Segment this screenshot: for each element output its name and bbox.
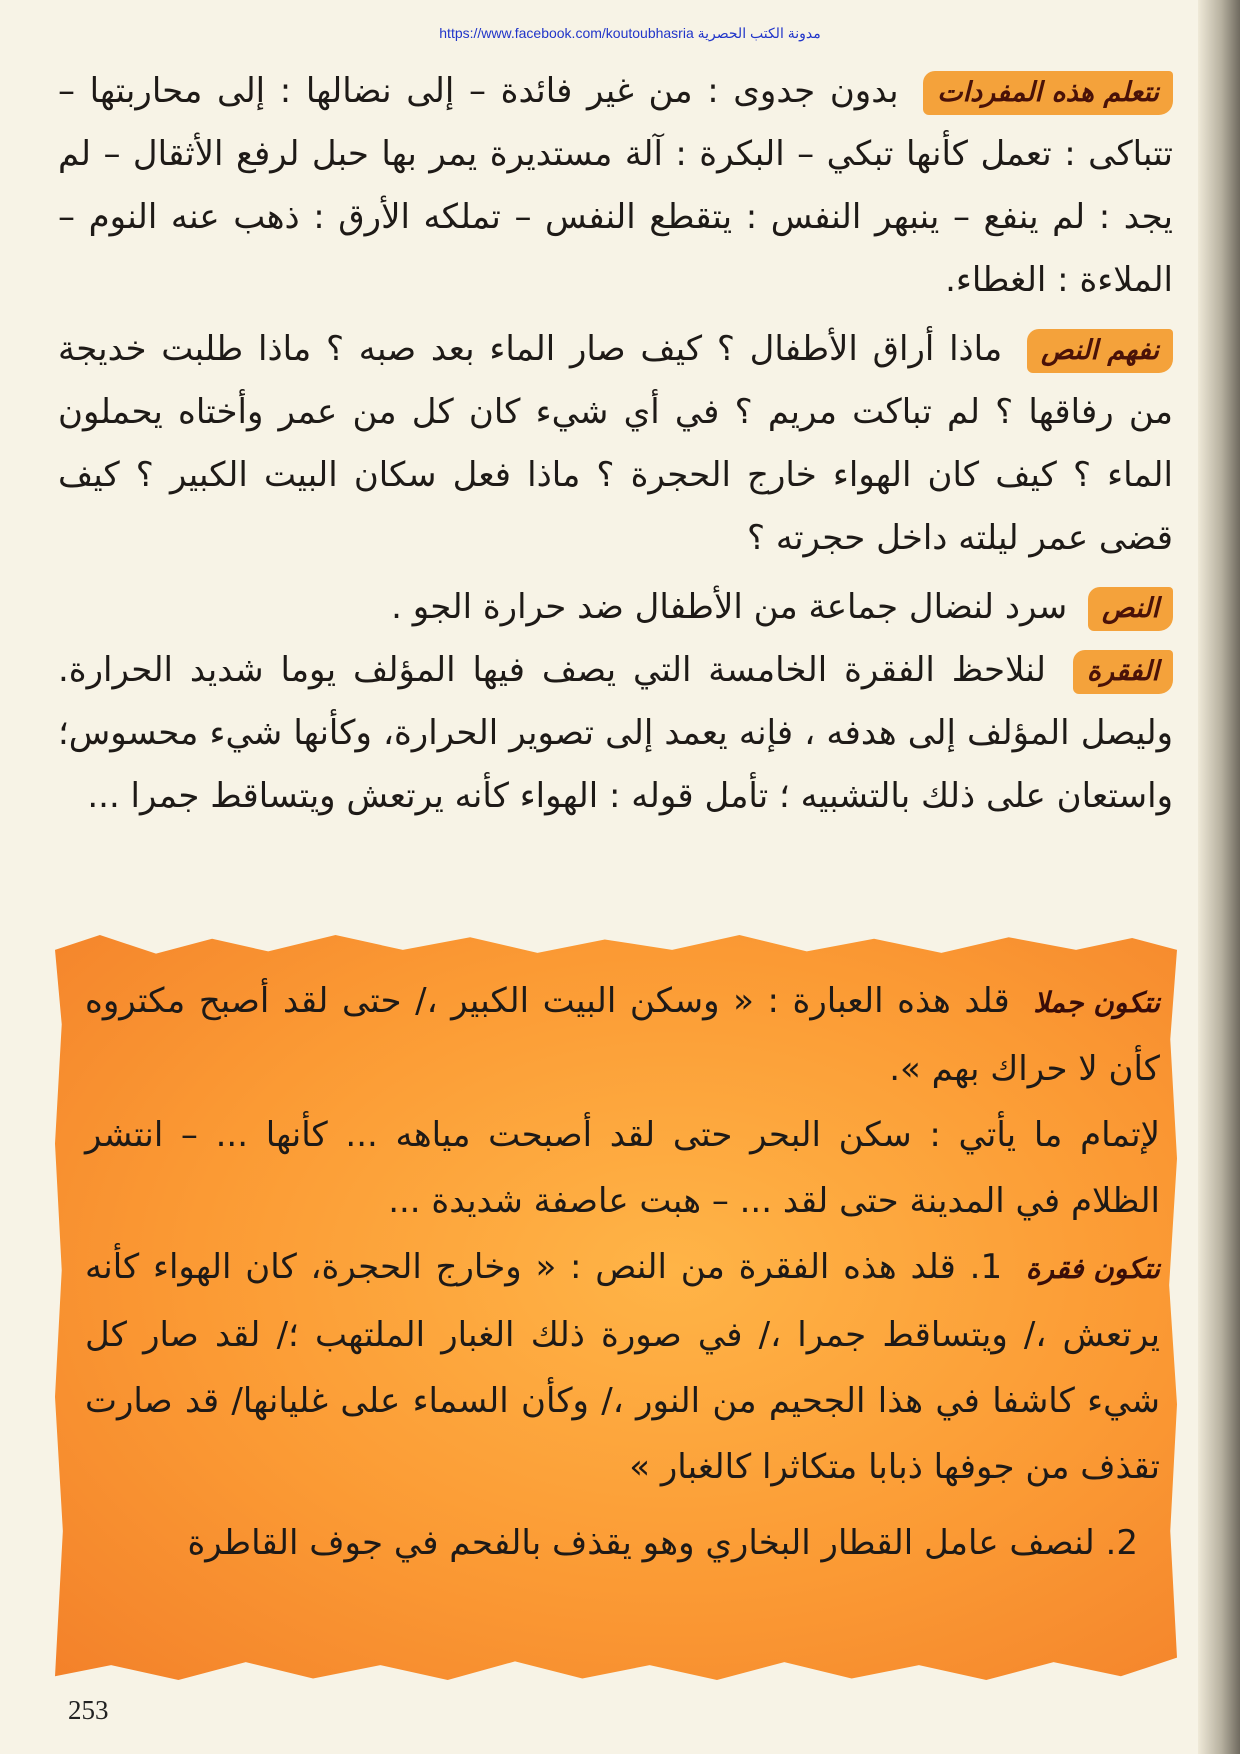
paragraph-exercise (85, 1234, 1160, 1500)
vocab-label: نتعلم هذه المفردات (923, 71, 1173, 115)
paragraph-exercise-label: نتكون فقرة (1025, 1252, 1160, 1285)
comprehension-text: ماذا أراق الأطفال ؟ كيف صار الماء بعد صبه ؟ ماذا طلبت خديجة من رفاقها ؟ لم تباكت مريم ؟ في أي شيء كان كل من عمر وأختاه يحملون الماء ؟ كيف كان الهواء خارج الحجرة ؟ ماذا فعل سكان البيت الكبير ؟ كيف قضى عمر ليلته داخل حجرته ؟ (58, 329, 1173, 558)
exercise-item-2: 2. لنصف عامل القطار البخاري وهو يقذف بالفحم في جوف القاطرة (187, 1523, 1138, 1563)
sentences-exercise (85, 968, 1160, 1102)
comprehension-paragraph (58, 318, 1173, 570)
vocab-paragraph (58, 60, 1173, 312)
paragraph-label: الفقرة (1073, 650, 1173, 694)
page-edge-shadow (1198, 0, 1240, 1754)
exercise-content (85, 968, 1160, 1576)
text-label: النص (1088, 587, 1173, 631)
page-number: 253 (68, 1695, 109, 1725)
paragraph-exercise-text: 1. قلد هذه الفقرة من النص : « وخارج الحجرة، كان الهواء كأنه يرتعش ،/ ويتساقط جمرا ،/ في صورة ذلك الغبار الملتهب ؛/ لقد صار كل شيء كاشفا في هذا الجحيم من النور ،/ وكأن السماء على غليانها/ قد صارت تقذف من جوفها ذبابا متكاثرا كالغبار » (85, 1247, 1160, 1487)
paragraph-analysis-text: لنلاحظ الفقرة الخامسة التي يصف فيها المؤلف يوما شديد الحرارة. وليصل المؤلف إلى هدفه ، فإنه يعمد إلى تصوير الحرارة، وكأنها شيء محسوس؛ واستعان على ذلك بالتشبيه ؛ تأمل قوله : الهواء كأنه يرتعش ويتساقط جمرا ... (58, 650, 1173, 816)
header-url: https://www.facebook.com/koutoubhasria مدونة الكتب الحصرية (439, 25, 821, 41)
sentences-label: نتكون جملا (1033, 986, 1160, 1019)
paragraph-analysis (58, 639, 1173, 828)
comprehension-label: نفهم النص (1027, 329, 1173, 373)
sentences-text: قلد هذه العبارة : « وسكن البيت الكبير ،/ حتى لقد أصبح مكتروه كأن لا حراك بهم ». (85, 981, 1160, 1089)
top-section (58, 60, 1173, 828)
text-summary: سرد لنضال جماعة من الأطفال ضد حرارة الجو . (391, 587, 1068, 627)
vocab-text: بدون جدوى : من غير فائدة – إلى نضالها : إلى محاربتها – تتباكى : تعمل كأنها تبكي – البكرة : آلة مستديرة يمر بها حبل لرفع الأثقال – لم يجد : لم ينفع – ينبهر النفس : يتقطع النفس – تملكه الأرق : ذهب عنه النوم – الملاءة : الغطاء. (58, 71, 1173, 300)
complete-exercise: لإتمام ما يأتي : سكن البحر حتى لقد أصبحت مياهه ... كأنها ... – انتشر الظلام في المدينة حتى لقد ... – هبت عاصفة شديدة ... (85, 1115, 1160, 1221)
text-paragraph (58, 576, 1173, 639)
